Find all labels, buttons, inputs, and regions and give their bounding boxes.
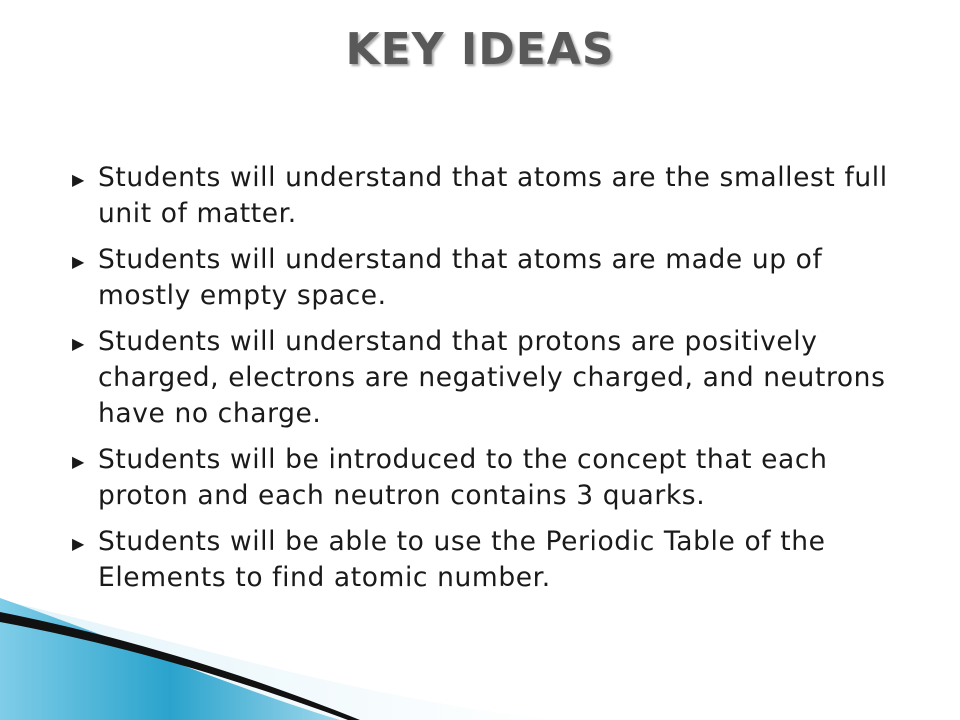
bullet-text: Students will understand that atoms are made up of mostly empty space. (98, 244, 823, 311)
bullet-text: Students will understand that atoms are the smallest full unit of matter. (98, 162, 888, 229)
triangle-bullet-icon: ▶ (72, 170, 85, 189)
triangle-bullet-icon: ▶ (72, 334, 85, 353)
list-item (72, 524, 902, 596)
swoosh-black-line (0, 612, 360, 720)
swoosh-blue-band (0, 598, 340, 720)
bullet-text: Students will be introduced to the concept that each proton and each neutron contains 3 quarks. (98, 444, 828, 511)
list-item (72, 442, 902, 514)
swoosh-light-band (0, 600, 560, 720)
triangle-bullet-icon: ▶ (72, 252, 85, 271)
triangle-bullet-icon: ▶ (72, 534, 85, 553)
key-ideas-list (72, 160, 902, 606)
bullet-text: Students will be able to use the Periodic Table of the Elements to find atomic number. (98, 526, 826, 593)
list-item (72, 160, 902, 232)
slide-title: KEY IDEAS (345, 24, 615, 75)
list-item (72, 242, 902, 314)
triangle-bullet-icon: ▶ (72, 452, 85, 471)
list-item (72, 324, 902, 432)
bullet-text: Students will understand that protons are positively charged, electrons are negatively charged, and neutrons have no charge. (98, 326, 886, 429)
